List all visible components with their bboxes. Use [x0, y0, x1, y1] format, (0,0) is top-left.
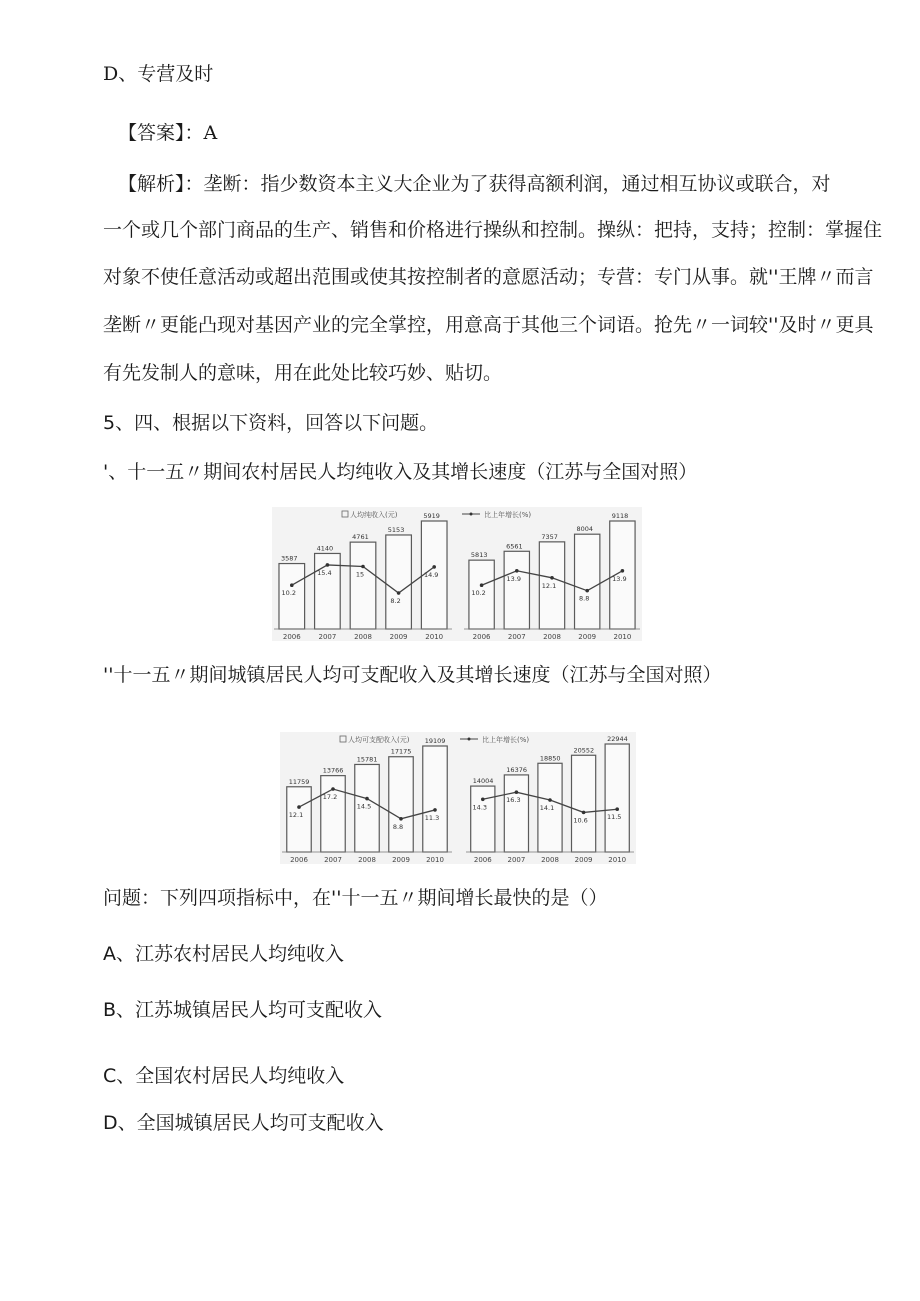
urban-chart-legend-line-dot	[468, 738, 471, 741]
urban-national-tick-2009: 2009	[574, 856, 593, 864]
analysis-line-2: 一个或几个部门商品的生产、销售和价格进行操纵和控制。操纵：把持，支持；控制：掌握住	[103, 219, 883, 241]
rural-jiangsu-value-label-2006: 3587	[280, 554, 298, 563]
answer-line	[118, 121, 217, 145]
rural-jiangsu-growth-point-2008	[361, 565, 365, 569]
rural-jiangsu-growth-label-2007: 15.4	[317, 568, 332, 577]
urban-national-bar-2009	[572, 755, 596, 852]
rural-national-growth-label-2008: 12.1	[541, 581, 557, 590]
urban-jiangsu-tick-2006: 2006	[290, 856, 308, 864]
rural-national-value-label-2009: 8004	[576, 525, 594, 534]
urban-jiangsu-growth-label-2009: 8.8	[392, 822, 404, 831]
rural-jiangsu-growth-point-2007	[326, 563, 330, 567]
urban-jiangsu-bar-2009	[389, 757, 413, 852]
urban-jiangsu-growth-point-2007	[331, 787, 335, 791]
analysis-label: 【解析】	[118, 173, 185, 195]
urban-jiangsu-growth-point-2010	[433, 808, 437, 812]
urban-national-growth-label-2006: 14.3	[472, 803, 488, 812]
chart-caption-urban: ''十一五〃期间城镇居民人均可支配收入及其增长速度（江苏与全国对照）	[103, 664, 722, 686]
urban-national-growth-point-2006	[481, 798, 485, 802]
urban-national-tick-2008: 2008	[541, 856, 559, 864]
rural-national-value-label-2007: 6561	[506, 542, 523, 551]
option-b[interactable]: B、江苏城镇居民人均可支配收入	[103, 999, 383, 1021]
urban-national-growth-label-2007: 16.3	[506, 796, 521, 805]
rural-jiangsu-growth-point-2006	[290, 583, 294, 587]
urban-income-chart	[280, 732, 636, 864]
question-text: 问题：下列四项指标中，在''十一五〃期间增长最快的是（）	[103, 887, 608, 909]
urban-jiangsu-growth-label-2007: 17.2	[322, 793, 338, 802]
analysis-line-3: 对象不使任意活动或超出范围或使其按控制者的意愿活动；专营：专门从事。就''王牌〃而言	[103, 266, 874, 288]
rural-national-value-label-2008: 7357	[541, 532, 558, 541]
rural-national-growth-point-2010	[621, 569, 625, 573]
analysis-line-1	[118, 172, 831, 196]
urban-jiangsu-value-label-2008: 15781	[356, 755, 378, 764]
rural-chart-legend-bar: 人均纯收入(元)	[350, 511, 398, 519]
rural-national-growth-label-2009: 8.8	[579, 594, 590, 603]
urban-jiangsu-value-label-2007: 13766	[322, 766, 344, 775]
urban-chart-legend-bar: 人均可支配收入(元)	[348, 736, 410, 744]
rural-chart-legend-line-dot	[470, 513, 473, 516]
answer-sep: ：	[184, 122, 204, 144]
rural-national-growth-label-2007: 13.9	[506, 574, 522, 583]
rural-national-growth-point-2007	[515, 569, 519, 573]
urban-national-value-label-2007: 16376	[506, 765, 527, 774]
rural-national-tick-2006: 2006	[472, 633, 491, 641]
rural-jiangsu-tick-2006: 2006	[282, 633, 301, 641]
rural-jiangsu-tick-2010: 2010	[425, 633, 444, 641]
rural-national-growth-point-2008	[550, 576, 554, 580]
urban-jiangsu-growth-point-2006	[297, 805, 301, 809]
urban-jiangsu-tick-2009: 2009	[392, 856, 410, 864]
option-d[interactable]: D、全国城镇居民人均可支配收入	[103, 1112, 384, 1134]
rural-jiangsu-value-label-2009: 5153	[387, 525, 405, 534]
urban-jiangsu-value-label-2006: 11759	[288, 777, 310, 786]
urban-jiangsu-tick-2010: 2010	[426, 856, 444, 864]
rural-jiangsu-growth-point-2010	[432, 565, 436, 569]
option-c[interactable]: C、全国农村居民人均纯收入	[103, 1065, 345, 1087]
rural-jiangsu-tick-2008: 2008	[354, 633, 372, 641]
rural-national-bar-2009	[575, 534, 600, 629]
rural-jiangsu-growth-label-2009: 8.2	[390, 597, 401, 606]
urban-national-growth-point-2009	[582, 811, 586, 815]
answer-label: 【答案】	[118, 122, 185, 144]
urban-national-value-label-2010: 22944	[607, 735, 628, 743]
rural-income-chart-svg	[272, 507, 642, 641]
urban-jiangsu-bar-2007	[321, 776, 345, 852]
rural-jiangsu-tick-2009: 2009	[389, 633, 408, 641]
rural-national-tick-2009: 2009	[578, 633, 597, 641]
urban-jiangsu-growth-point-2009	[399, 817, 403, 821]
urban-national-tick-2006: 2006	[473, 856, 492, 864]
analysis-text-1: ：垄断：指少数资本主义大企业为了获得高额利润，通过相互协议或联合，对	[184, 173, 831, 195]
rural-national-value-label-2006: 5813	[470, 551, 488, 560]
rural-jiangsu-growth-label-2010: 14.9	[423, 570, 439, 579]
urban-national-bar-2007	[504, 775, 528, 852]
urban-national-value-label-2009: 20552	[573, 746, 595, 755]
urban-chart-legend-line: 比上年增长(%)	[482, 736, 530, 744]
urban-jiangsu-growth-label-2006: 12.1	[288, 811, 304, 820]
urban-national-growth-point-2010	[615, 807, 619, 811]
rural-jiangsu-tick-2007: 2007	[318, 633, 337, 641]
option-a[interactable]: A、江苏农村居民人均纯收入	[103, 943, 344, 965]
rural-chart-legend-line: 比上年增长(%)	[484, 511, 532, 519]
rural-national-tick-2010: 2010	[613, 633, 632, 641]
urban-jiangsu-value-label-2009: 17175	[390, 747, 412, 756]
answer-value: A	[203, 122, 218, 144]
urban-jiangsu-growth-label-2008: 14.5	[356, 802, 372, 811]
urban-jiangsu-tick-2008: 2008	[358, 856, 376, 864]
urban-national-growth-point-2008	[548, 798, 552, 802]
urban-national-value-label-2006: 14004	[472, 777, 494, 786]
rural-national-tick-2008: 2008	[543, 633, 561, 641]
rural-national-growth-point-2009	[585, 589, 589, 593]
analysis-line-5: 有先发制人的意味，用在此处比较巧妙、贴切。	[103, 362, 503, 384]
rural-jiangsu-growth-label-2008: 15	[355, 570, 365, 579]
urban-jiangsu-growth-label-2010: 11.3	[424, 813, 440, 822]
urban-national-tick-2007: 2007	[507, 856, 526, 864]
chart-caption-rural: '、十一五〃期间农村居民人均纯收入及其增长速度（江苏与全国对照）	[103, 461, 698, 483]
analysis-line-4: 垄断〃更能凸现对基因产业的完全掌控，用意高于其他三个词语。抢先〃一词较''及时〃更具	[103, 314, 874, 336]
rural-jiangsu-value-label-2007: 4140	[316, 544, 334, 553]
urban-jiangsu-growth-point-2008	[365, 797, 369, 801]
urban-income-chart-svg	[280, 732, 636, 864]
urban-national-growth-label-2009: 10.6	[573, 816, 588, 825]
rural-jiangsu-bar-2008	[350, 542, 376, 629]
rural-national-bar-2007	[504, 551, 529, 629]
option-d-previous: D、专营及时	[103, 63, 214, 85]
urban-national-value-label-2008: 18850	[539, 754, 561, 763]
rural-national-tick-2007: 2007	[507, 633, 526, 641]
rural-national-growth-label-2006: 10.2	[471, 589, 486, 598]
urban-national-growth-label-2010: 11.5	[606, 813, 622, 822]
rural-income-chart	[272, 507, 642, 641]
urban-jiangsu-value-label-2010: 19109	[424, 737, 446, 745]
rural-jiangsu-growth-point-2009	[397, 591, 401, 595]
question-5-header: 5、四、根据以下资料，回答以下问题。	[103, 412, 439, 434]
urban-national-tick-2010: 2010	[608, 856, 627, 864]
rural-jiangsu-value-label-2010: 5919	[423, 512, 440, 520]
rural-national-growth-label-2010: 13.9	[612, 574, 627, 583]
urban-national-growth-label-2008: 14.1	[539, 804, 555, 813]
urban-national-growth-point-2007	[515, 790, 519, 794]
urban-jiangsu-bar-2006	[287, 787, 311, 852]
urban-jiangsu-bar-2010	[423, 746, 447, 852]
rural-national-value-label-2010: 9118	[611, 512, 629, 520]
rural-jiangsu-growth-label-2006: 10.2	[281, 589, 297, 598]
urban-national-bar-2010	[605, 744, 629, 852]
urban-jiangsu-tick-2007: 2007	[324, 856, 342, 864]
rural-jiangsu-value-label-2008: 4761	[352, 533, 369, 542]
urban-national-bar-2006	[471, 786, 495, 852]
rural-national-growth-point-2006	[480, 583, 484, 587]
rural-jiangsu-bar-2009	[386, 535, 412, 629]
